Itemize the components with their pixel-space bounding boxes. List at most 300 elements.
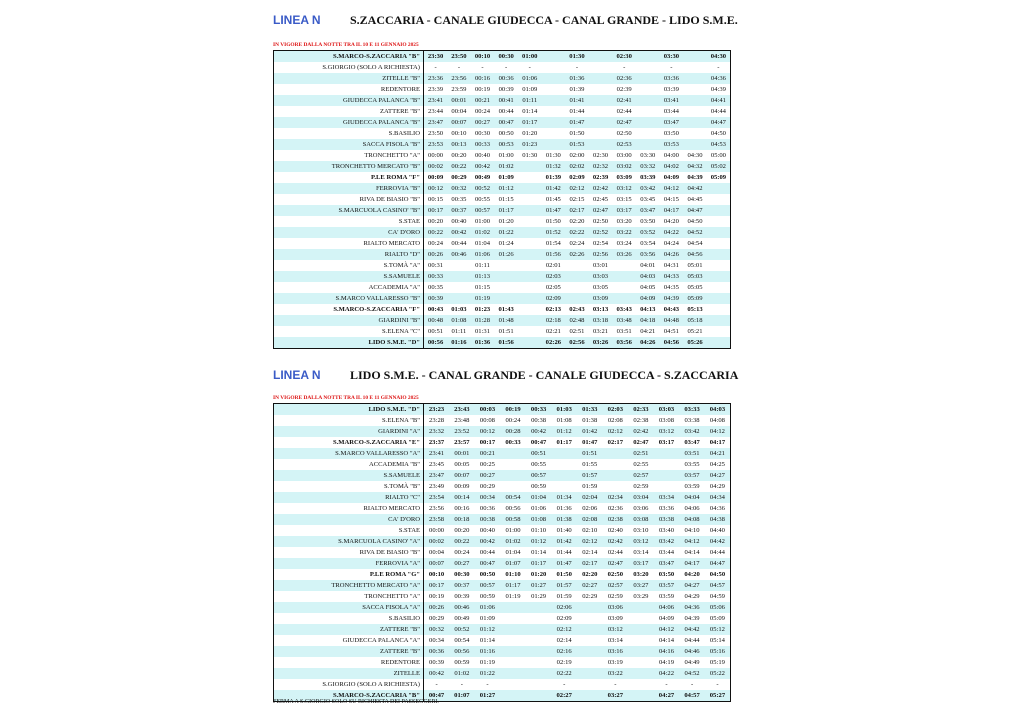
departure-time — [500, 668, 526, 679]
departure-time: 01:09 — [518, 84, 542, 95]
timetable-row — [274, 128, 731, 139]
departure-time: 04:52 — [679, 668, 705, 679]
departure-time: 03:14 — [628, 547, 654, 558]
departure-time: 03:48 — [612, 315, 636, 326]
stop-name: CA' D'ORO — [274, 227, 424, 238]
departure-time — [565, 260, 589, 271]
departure-time: - — [654, 679, 680, 690]
departure-time: - — [660, 62, 684, 73]
departure-time: 01:12 — [494, 183, 518, 194]
stop-name: S.MARCO VALLARESSO "A" — [274, 448, 424, 459]
departure-time: 04:57 — [679, 690, 705, 702]
departure-time: 00:25 — [475, 459, 501, 470]
departure-time: 01:38 — [551, 514, 577, 525]
stop-name: SACCA FISOLA "B" — [274, 139, 424, 150]
departure-time: 00:36 — [475, 503, 501, 514]
departure-time: 02:15 — [565, 194, 589, 205]
timetable-row — [274, 602, 731, 613]
departure-time: 23:48 — [449, 415, 475, 426]
route-name: LIDO S.M.E. - CANAL GRANDE - CANALE GIUDECCA - S.ZACCARIA — [350, 368, 739, 382]
departure-time: 01:17 — [518, 117, 542, 128]
departure-time: 02:06 — [577, 503, 603, 514]
departure-time: 02:00 — [565, 150, 589, 161]
departure-time: 01:39 — [542, 172, 566, 183]
timetable-row — [274, 95, 731, 106]
departure-time — [707, 216, 731, 227]
departure-time: 01:33 — [577, 404, 603, 416]
departure-time: 01:11 — [447, 326, 471, 337]
departure-time — [589, 84, 613, 95]
departure-time: 00:50 — [494, 128, 518, 139]
departure-time — [577, 624, 603, 635]
departure-time: 02:03 — [542, 271, 566, 282]
timetable-row — [274, 558, 731, 569]
departure-time — [577, 668, 603, 679]
departure-time: 02:56 — [589, 249, 613, 260]
departure-time: 23:57 — [449, 437, 475, 448]
departure-time: 02:59 — [628, 481, 654, 492]
departure-time: 04:36 — [707, 73, 731, 84]
departure-time — [494, 293, 518, 304]
timetable-2-title — [273, 368, 739, 383]
departure-time: 23:41 — [424, 448, 450, 459]
departure-time — [628, 646, 654, 657]
departure-time: 04:50 — [683, 216, 707, 227]
departure-time: 00:37 — [447, 205, 471, 216]
stop-name: S.TOMÀ "A" — [274, 260, 424, 271]
departure-time: - — [471, 62, 495, 73]
departure-time: 23:56 — [447, 73, 471, 84]
departure-time: 03:34 — [654, 492, 680, 503]
departure-time: 03:05 — [589, 282, 613, 293]
departure-time: 05:18 — [683, 315, 707, 326]
timetable-2 — [273, 403, 731, 702]
departure-time: 23:53 — [424, 139, 448, 150]
departure-time: 04:12 — [660, 183, 684, 194]
departure-time: 04:14 — [679, 547, 705, 558]
stop-name: S.MARCO VALLARESSO "B" — [274, 293, 424, 304]
departure-time: 03:47 — [679, 437, 705, 448]
departure-time: 00:12 — [475, 426, 501, 437]
departure-time — [551, 470, 577, 481]
departure-time: 01:51 — [494, 326, 518, 337]
departure-time: 04:03 — [705, 404, 731, 416]
stop-name: S.MARCO-S.ZACCARIA "F" — [274, 304, 424, 315]
departure-time: 04:31 — [660, 260, 684, 271]
departure-time: 03:18 — [589, 315, 613, 326]
departure-time: 05:16 — [705, 646, 731, 657]
stop-name: ACCADEMIA "B" — [274, 459, 424, 470]
departure-time — [494, 271, 518, 282]
departure-time — [707, 315, 731, 326]
departure-time: 00:42 — [447, 227, 471, 238]
departure-time: 04:26 — [636, 337, 660, 349]
departure-time: 23:41 — [424, 95, 448, 106]
departure-time: 05:09 — [705, 613, 731, 624]
stop-name: S.BASILIO — [274, 128, 424, 139]
departure-time: 03:55 — [679, 459, 705, 470]
departure-time: 01:30 — [565, 51, 589, 63]
departure-time: 04:12 — [705, 426, 731, 437]
departure-time: 02:18 — [542, 315, 566, 326]
departure-time: 01:11 — [518, 95, 542, 106]
departure-time: 00:50 — [475, 569, 501, 580]
departure-time: 00:42 — [526, 426, 552, 437]
departure-time: 05:13 — [683, 304, 707, 315]
departure-time: 04:32 — [683, 161, 707, 172]
departure-time: 00:19 — [424, 591, 450, 602]
departure-time: 04:19 — [654, 657, 680, 668]
departure-time — [551, 481, 577, 492]
departure-time: 02:06 — [551, 602, 577, 613]
departure-time: 01:30 — [518, 150, 542, 161]
departure-time — [628, 690, 654, 702]
departure-time — [683, 73, 707, 84]
departure-time: 00:00 — [424, 150, 448, 161]
departure-time: 00:10 — [471, 51, 495, 63]
departure-time — [577, 635, 603, 646]
departure-time — [518, 326, 542, 337]
departure-time: 01:40 — [551, 525, 577, 536]
departure-time: 01:06 — [518, 73, 542, 84]
timetable-row — [274, 106, 731, 117]
departure-time: 02:36 — [603, 503, 629, 514]
departure-time: 00:31 — [424, 260, 448, 271]
departure-time: 02:55 — [628, 459, 654, 470]
departure-time: 03:50 — [636, 216, 660, 227]
departure-time: 03:56 — [636, 249, 660, 260]
departure-time: 00:07 — [447, 117, 471, 128]
departure-time: 01:02 — [494, 161, 518, 172]
departure-time: 00:36 — [424, 646, 450, 657]
departure-time: 01:44 — [551, 547, 577, 558]
stop-name: S.ELENA "B" — [274, 415, 424, 426]
stop-name: S.STAE — [274, 216, 424, 227]
departure-time: 00:21 — [475, 448, 501, 459]
departure-time: 00:27 — [471, 117, 495, 128]
departure-time: 02:42 — [589, 183, 613, 194]
timetable-row — [274, 260, 731, 271]
departure-time — [518, 227, 542, 238]
departure-time: 00:55 — [471, 194, 495, 205]
departure-time: 04:43 — [660, 304, 684, 315]
departure-time: 01:28 — [471, 315, 495, 326]
departure-time: 03:15 — [612, 194, 636, 205]
departure-time: 01:20 — [518, 128, 542, 139]
departure-time: 04:08 — [705, 415, 731, 426]
departure-time: 00:29 — [424, 613, 450, 624]
departure-time — [526, 690, 552, 702]
departure-time: 04:33 — [660, 271, 684, 282]
departure-time: 03:53 — [660, 139, 684, 150]
validity-note: IN VIGORE DALLA NOTTE TRA IL 10 E 11 GENNAIO 2025 — [273, 395, 419, 401]
departure-time — [500, 602, 526, 613]
departure-time: 02:27 — [577, 580, 603, 591]
departure-time: 03:45 — [636, 194, 660, 205]
departure-time: 03:12 — [612, 183, 636, 194]
departure-time: 00:04 — [424, 547, 450, 558]
departure-time: 05:09 — [683, 293, 707, 304]
departure-time: 04:50 — [707, 128, 731, 139]
departure-time — [683, 84, 707, 95]
departure-time: 00:59 — [526, 481, 552, 492]
timetable-row — [274, 150, 731, 161]
departure-time: 00:17 — [424, 205, 448, 216]
departure-time: 00:13 — [447, 139, 471, 150]
departure-time: 05:01 — [683, 260, 707, 271]
departure-time: 01:52 — [542, 227, 566, 238]
departure-time: 23:50 — [424, 128, 448, 139]
departure-time — [636, 128, 660, 139]
departure-time: 00:28 — [500, 426, 526, 437]
departure-time — [577, 690, 603, 702]
departure-time: 03:01 — [589, 260, 613, 271]
departure-time: 00:18 — [449, 514, 475, 525]
departure-time: 01:32 — [542, 161, 566, 172]
stop-name: GIARDINI "A" — [274, 426, 424, 437]
departure-time — [494, 282, 518, 293]
departure-time: 02:57 — [603, 580, 629, 591]
departure-time: 03:26 — [589, 337, 613, 349]
departure-time: 04:40 — [705, 525, 731, 536]
stop-name: S.GIORGIO (SOLO A RICHIESTA) — [274, 679, 424, 690]
departure-time: 01:57 — [577, 470, 603, 481]
departure-time: 04:27 — [679, 580, 705, 591]
timetable-row — [274, 51, 731, 63]
departure-time: 00:24 — [424, 238, 448, 249]
departure-time: 04:46 — [679, 646, 705, 657]
departure-time: 01:11 — [471, 260, 495, 271]
departure-time: 02:20 — [577, 569, 603, 580]
departure-time: 04:29 — [705, 481, 731, 492]
departure-time: 01:04 — [471, 238, 495, 249]
stop-name: TRONCHETTO "A" — [274, 591, 424, 602]
departure-time: 00:58 — [500, 514, 526, 525]
departure-time — [565, 293, 589, 304]
departure-time: 00:20 — [449, 525, 475, 536]
departure-time: 04:02 — [660, 161, 684, 172]
departure-time: 03:47 — [660, 117, 684, 128]
departure-time: 01:06 — [475, 602, 501, 613]
departure-time — [526, 668, 552, 679]
departure-time — [518, 293, 542, 304]
stop-name: ZATTERE "B" — [274, 106, 424, 117]
departure-time: 01:07 — [500, 558, 526, 569]
departure-time — [628, 657, 654, 668]
departure-time: 03:42 — [636, 183, 660, 194]
departure-time — [683, 106, 707, 117]
departure-time: 02:40 — [603, 525, 629, 536]
departure-time: 00:59 — [475, 591, 501, 602]
departure-time: 23:52 — [449, 426, 475, 437]
timetable-row — [274, 293, 731, 304]
departure-time: 02:22 — [565, 227, 589, 238]
departure-time — [526, 657, 552, 668]
timetable-row — [274, 84, 731, 95]
stop-name: REDENTORE — [274, 657, 424, 668]
departure-time: 03:20 — [612, 216, 636, 227]
departure-time: 01:36 — [551, 503, 577, 514]
departure-time — [603, 481, 629, 492]
departure-time: 01:09 — [494, 172, 518, 183]
departure-time — [500, 690, 526, 702]
departure-time: 04:22 — [660, 227, 684, 238]
departure-time — [577, 679, 603, 690]
departure-time: 04:17 — [679, 558, 705, 569]
departure-time: 04:44 — [707, 106, 731, 117]
departure-time: 02:41 — [612, 95, 636, 106]
departure-time: 00:51 — [424, 326, 448, 337]
timetable-row — [274, 525, 731, 536]
departure-time: 03:09 — [612, 172, 636, 183]
departure-time: 23:36 — [424, 73, 448, 84]
departure-time: 01:45 — [542, 194, 566, 205]
stop-name: ZITELLE "B" — [274, 73, 424, 84]
departure-time: 01:56 — [494, 337, 518, 349]
departure-time: 02:17 — [603, 437, 629, 448]
departure-time: 23:32 — [424, 426, 450, 437]
departure-time: 03:27 — [603, 690, 629, 702]
stop-name: P.LE ROMA "F" — [274, 172, 424, 183]
departure-time: 03:43 — [612, 304, 636, 315]
departure-time — [542, 95, 566, 106]
departure-time: 02:20 — [565, 216, 589, 227]
departure-time: 03:22 — [612, 227, 636, 238]
timetable-row — [274, 238, 731, 249]
departure-time: 00:43 — [424, 304, 448, 315]
timetable-row — [274, 161, 731, 172]
departure-time: 04:51 — [660, 326, 684, 337]
departure-time: 02:59 — [603, 591, 629, 602]
stop-name: S.BASILIO — [274, 613, 424, 624]
departure-time: 00:10 — [424, 569, 450, 580]
departure-time — [500, 679, 526, 690]
departure-time: 03:17 — [628, 558, 654, 569]
departure-time — [683, 117, 707, 128]
departure-time: 01:44 — [565, 106, 589, 117]
departure-time: 03:12 — [654, 426, 680, 437]
departure-time — [612, 260, 636, 271]
departure-time: 03:08 — [628, 514, 654, 525]
departure-time — [526, 679, 552, 690]
departure-time: 03:36 — [660, 73, 684, 84]
departure-time: 04:42 — [679, 624, 705, 635]
departure-time: 00:38 — [475, 514, 501, 525]
departure-time: 01:09 — [475, 613, 501, 624]
departure-time: 01:04 — [526, 492, 552, 503]
departure-time: 00:39 — [449, 591, 475, 602]
departure-time: 04:50 — [705, 569, 731, 580]
stop-name: GIUDECCA PALANCA "B" — [274, 117, 424, 128]
departure-time — [518, 271, 542, 282]
departure-time: 00:46 — [447, 249, 471, 260]
departure-time: 00:33 — [500, 437, 526, 448]
departure-time: - — [518, 62, 542, 73]
departure-time: 00:47 — [526, 437, 552, 448]
departure-time: 02:39 — [589, 172, 613, 183]
departure-time — [612, 293, 636, 304]
departure-time: 00:30 — [471, 128, 495, 139]
departure-time — [447, 282, 471, 293]
departure-time: 00:54 — [449, 635, 475, 646]
departure-time: 00:24 — [449, 547, 475, 558]
departure-time — [603, 470, 629, 481]
departure-time: 00:01 — [449, 448, 475, 459]
departure-time: 00:56 — [424, 337, 448, 349]
departure-time: 02:43 — [565, 304, 589, 315]
departure-time: 00:15 — [424, 194, 448, 205]
departure-time — [542, 139, 566, 150]
departure-time: 02:29 — [577, 591, 603, 602]
stop-name: ZITELLE — [274, 668, 424, 679]
departure-time: 23:23 — [424, 404, 450, 416]
departure-time: 00:26 — [424, 602, 450, 613]
departure-time: 05:12 — [705, 624, 731, 635]
departure-time: 01:31 — [471, 326, 495, 337]
departure-time: 04:17 — [705, 437, 731, 448]
timetable-row — [274, 172, 731, 183]
timetable-row — [274, 117, 731, 128]
departure-time: 00:09 — [424, 172, 448, 183]
departure-time: 04:36 — [679, 602, 705, 613]
departure-time: 01:13 — [471, 271, 495, 282]
departure-time: 03:12 — [628, 536, 654, 547]
departure-time: 01:50 — [551, 569, 577, 580]
departure-time: 00:16 — [449, 503, 475, 514]
departure-time: 00:37 — [449, 580, 475, 591]
departure-time: 01:17 — [526, 558, 552, 569]
departure-time: 00:52 — [471, 183, 495, 194]
departure-time: 00:39 — [424, 657, 450, 668]
departure-time: 04:41 — [707, 95, 731, 106]
stop-name: RIVA DE BIASIO "B" — [274, 194, 424, 205]
departure-time — [683, 128, 707, 139]
departure-time: 04:47 — [705, 558, 731, 569]
departure-time: 03:59 — [654, 591, 680, 602]
departure-time — [542, 62, 566, 73]
departure-time: 01:20 — [494, 216, 518, 227]
departure-time: 23:28 — [424, 415, 450, 426]
departure-time: 01:22 — [494, 227, 518, 238]
departure-time: 00:57 — [471, 205, 495, 216]
departure-time: 03:30 — [660, 51, 684, 63]
departure-time: 04:26 — [660, 249, 684, 260]
departure-time: 02:12 — [577, 536, 603, 547]
departure-time: 01:17 — [551, 437, 577, 448]
departure-time — [500, 624, 526, 635]
departure-time — [589, 106, 613, 117]
departure-time: 00:53 — [494, 139, 518, 150]
departure-time — [654, 459, 680, 470]
departure-time: 00:42 — [424, 668, 450, 679]
stop-name: ACCADEMIA "A" — [274, 282, 424, 293]
departure-time: 01:23 — [471, 304, 495, 315]
departure-time: 01:04 — [500, 547, 526, 558]
departure-time: 04:47 — [707, 117, 731, 128]
departure-time: 23:59 — [447, 84, 471, 95]
departure-time: 00:17 — [424, 580, 450, 591]
departure-time: 00:12 — [424, 183, 448, 194]
timetable-row — [274, 624, 731, 635]
departure-time: 01:50 — [565, 128, 589, 139]
departure-time: 01:47 — [577, 437, 603, 448]
departure-time: 03:33 — [679, 404, 705, 416]
departure-time: 01:47 — [551, 558, 577, 569]
departure-time — [636, 95, 660, 106]
departure-time: 02:30 — [589, 150, 613, 161]
departure-time: 04:20 — [679, 569, 705, 580]
timetable-1 — [273, 50, 731, 349]
